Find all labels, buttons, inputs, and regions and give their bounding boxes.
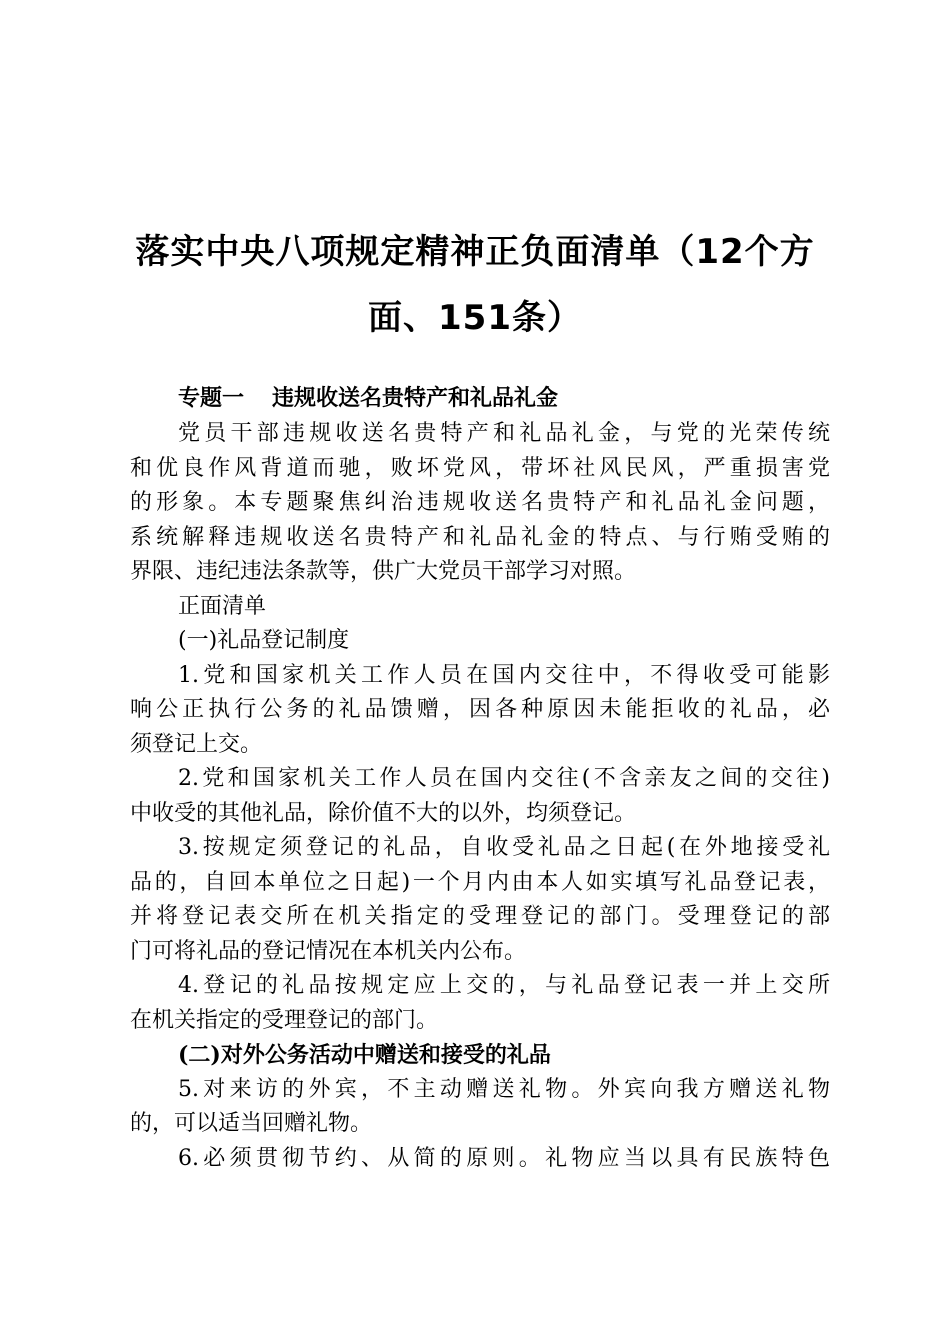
paragraph-line: 4.登记的礼品按规定应上交的，与礼品登记表一并上交所	[178, 973, 830, 998]
paragraph-line: 1.党和国家机关工作人员在国内交往中，不得收受可能影	[178, 662, 830, 688]
paragraph-line: 在机关指定的受理登记的部门。	[130, 1007, 439, 1033]
document-body	[130, 381, 830, 1176]
paragraph-line: 6.必须贯彻节约、从简的原则。礼物应当以具有民族特色	[178, 1145, 830, 1171]
paragraph-line: 3.按规定须登记的礼品，自收受礼品之日起(在外地接受礼	[178, 835, 830, 860]
paragraph-line: 5.对来访的外宾，不主动赠送礼物。外宾向我方赠送礼物	[178, 1076, 830, 1102]
paragraph-line: 的形象。本专题聚焦纠治违规收送名贵特产和礼品礼金问题，	[130, 490, 830, 515]
topic-title: 违规收送名贵特产和礼品礼金	[272, 386, 559, 411]
paragraph-line: 响公正执行公务的礼品馈赠，因各种原因未能拒收的礼品，必	[130, 697, 830, 722]
document-title-line-2: 面、151条）	[368, 298, 582, 338]
topic-heading	[130, 381, 830, 417]
topic-label: 专题一	[178, 386, 245, 411]
paragraph-line: 并将登记表交所在机关指定的受理登记的部门。受理登记的部	[130, 904, 830, 929]
document-title-line-1: 落实中央八项规定精神正负面清单（12个方	[135, 232, 815, 272]
subsection-heading-2: (二)对外公务活动中赠送和接受的礼品	[178, 1042, 551, 1068]
paragraph-line: 的，可以适当回赠礼物。	[130, 1111, 373, 1136]
section-heading-positive-list: 正面清单	[178, 593, 267, 619]
paragraph-line: 党员干部违规收送名贵特产和礼品礼金，与党的光荣传统	[178, 421, 830, 446]
paragraph-line: 门可将礼品的登记情况在本机关内公布。	[130, 938, 527, 964]
paragraph-line: 中收受的其他礼品，除价值不大的以外，均须登记。	[130, 800, 637, 826]
paragraph-line: 2.党和国家机关工作人员在国内交往(不含亲友之间的交往)	[178, 766, 830, 791]
paragraph-line: 须登记上交。	[130, 731, 263, 757]
paragraph-line: 和优良作风背道而驰，败坏党风，带坏社风民风，严重损害党	[130, 455, 830, 481]
paragraph-line: 界限、违纪违法条款等，供广大党员干部学习对照。	[130, 559, 637, 584]
subsection-heading-1: (一)礼品登记制度	[178, 628, 350, 653]
paragraph-line: 品的，自回本单位之日起)一个月内由本人如实填写礼品登记表，	[130, 869, 830, 895]
paragraph-line: 系统解释违规收送名贵特产和礼品礼金的特点、与行贿受贿的	[130, 524, 830, 550]
